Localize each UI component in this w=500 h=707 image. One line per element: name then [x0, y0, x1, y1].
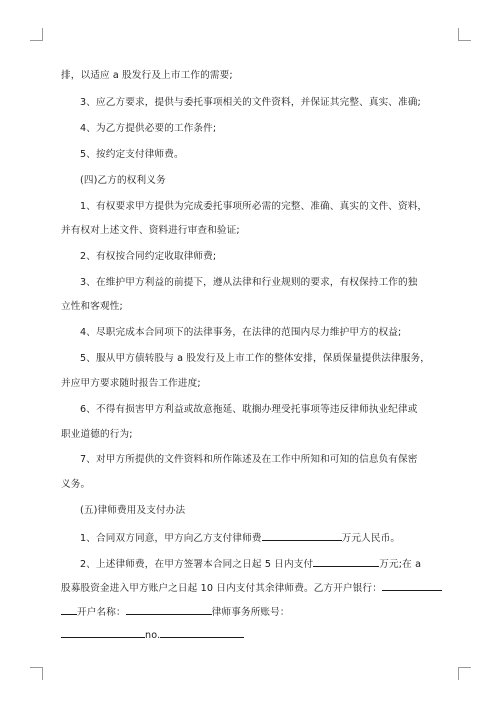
crop-mark-bottom-left: [30, 667, 43, 680]
text-line: 4、尽职完成本合同项下的法律事务，在法律的范围内尽力维护甲方的权益;: [80, 327, 402, 338]
text-line: 义务。: [61, 479, 91, 490]
text-line: 6、不得有损害甲方利益或故意拖延、耽搁办理受托事项等违反律师执业纪律或: [80, 404, 418, 415]
text-line: 并有权对上述文件、资料进行审查和验证;: [61, 225, 240, 236]
account-line: 开户名称： 律师事务所账号：: [61, 604, 441, 620]
text-line: 3、应乙方要求，提供与委托事项相关的文件资料，并保证其完整、真实、准确;: [80, 97, 421, 108]
text-line: 立性和客观性;: [61, 301, 123, 312]
text-line: 4、为乙方提供必要的工作条件;: [80, 123, 217, 134]
section-heading: (五)律师费用及支付办法: [80, 505, 186, 516]
crop-mark-bottom-right: [458, 667, 471, 680]
text-line: 排，以适应 a 股发行及上市工作的需要;: [61, 70, 233, 81]
bank-blank-cont: [61, 604, 77, 615]
text-line: 3、在维护甲方利益的前提下，遵从法律和行业规则的要求，有权保持工作的独: [80, 277, 418, 288]
account-name-blank: [126, 604, 212, 615]
payment-clause-line: 2、上述律师费，在甲方签署本合同之日起 5 日内支付 万元;在 a: [80, 556, 460, 572]
payment-clause-line: 股募股资金进入甲方账户之日起 10 日内支付其余律师费。乙方开户银行：: [61, 580, 441, 596]
text-line: 7、对甲方所提供的文件资料和所作陈述及在工作中所知和可知的信息负有保密: [80, 454, 418, 465]
fee-amount-blank: [262, 530, 342, 541]
crop-mark-top-left: [30, 28, 43, 41]
crop-mark-top-right: [458, 28, 471, 41]
first-payment-blank: [313, 556, 379, 567]
text-line: 5、按约定支付律师费。: [80, 149, 184, 160]
text-line: 职业道德的行为;: [61, 429, 133, 440]
section-heading: (四)乙方的权利义务: [80, 175, 166, 186]
account-number-blank-2: [160, 627, 244, 638]
account-number-line: no.: [61, 627, 441, 643]
text-line: 5、服从甲方债转股与 a 股发行及上市工作的整体安排，保质保量提供法律服务，: [80, 353, 430, 364]
text-line: 并应甲方要求随时报告工作进度;: [61, 378, 201, 389]
account-number-blank: [61, 627, 145, 638]
bank-blank: [382, 580, 442, 591]
text-line: 1、有权要求甲方提供为完成委托事项所必需的完整、准确、真实的文件、资料，: [80, 201, 428, 212]
fee-clause-line: 1、合同双方同意，甲方向乙方支付律师费 万元人民币。: [80, 530, 460, 546]
text-line: 2、有权按合同约定收取律师费;: [80, 251, 217, 262]
